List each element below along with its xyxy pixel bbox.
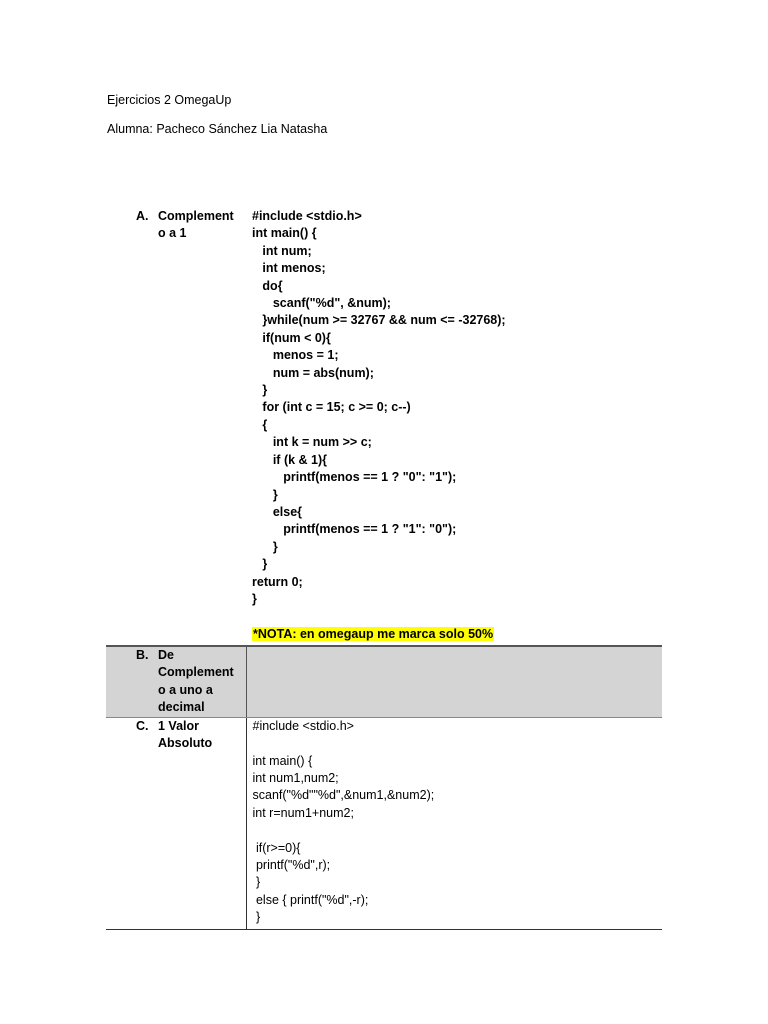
exercise-letter: B.: [136, 647, 149, 662]
note-highlight: *NOTA: en omegaup me marca solo 50%: [253, 627, 494, 642]
exercise-label: Complement o a 1: [158, 209, 234, 241]
code-block: #include <stdio.h> int main() { int num1,num2; scanf("%d""%d",&num1,&num2); int r=num1+num2; if(r>=0){ printf("%d",r); } else { printf("%d",-r); }: [252, 718, 435, 925]
document-title: Ejercicios 2 OmegaUp: [107, 93, 232, 107]
exercise-letter: A.: [136, 209, 149, 223]
exercise-letter: C.: [136, 718, 149, 733]
exercise-code-cell: [246, 206, 662, 646]
exercise-row-b: [106, 646, 662, 718]
exercise-row-a: [106, 206, 662, 646]
exercise-label: De Complement o a uno a decimal: [158, 647, 234, 714]
exercise-label-cell: [106, 646, 246, 718]
exercises-table: [106, 206, 662, 930]
code-block: #include <stdio.h> int main() { int num; int menos; do{ scanf("%d", &num); }while(num >= 32767 && num <= -32768); if(num < 0){ menos = 1; num = abs(num); } for (int c = 15; c >= 0; c--) { int k = num >> c; if (k & 1){ printf(menos == 1 ? "0": "1"); } else{ printf(menos == 1 ? "1": "0"); } } return 0; }: [252, 209, 506, 606]
student-name: Alumna: Pacheco Sánchez Lia Natasha: [107, 122, 328, 136]
exercise-code-cell: [246, 717, 662, 929]
exercise-label-cell: [106, 717, 246, 929]
exercise-code-cell-empty: [246, 646, 662, 718]
exercise-label: 1 Valor Absoluto: [158, 718, 213, 751]
exercise-label-cell: [106, 206, 246, 646]
exercise-row-c: [106, 717, 662, 929]
